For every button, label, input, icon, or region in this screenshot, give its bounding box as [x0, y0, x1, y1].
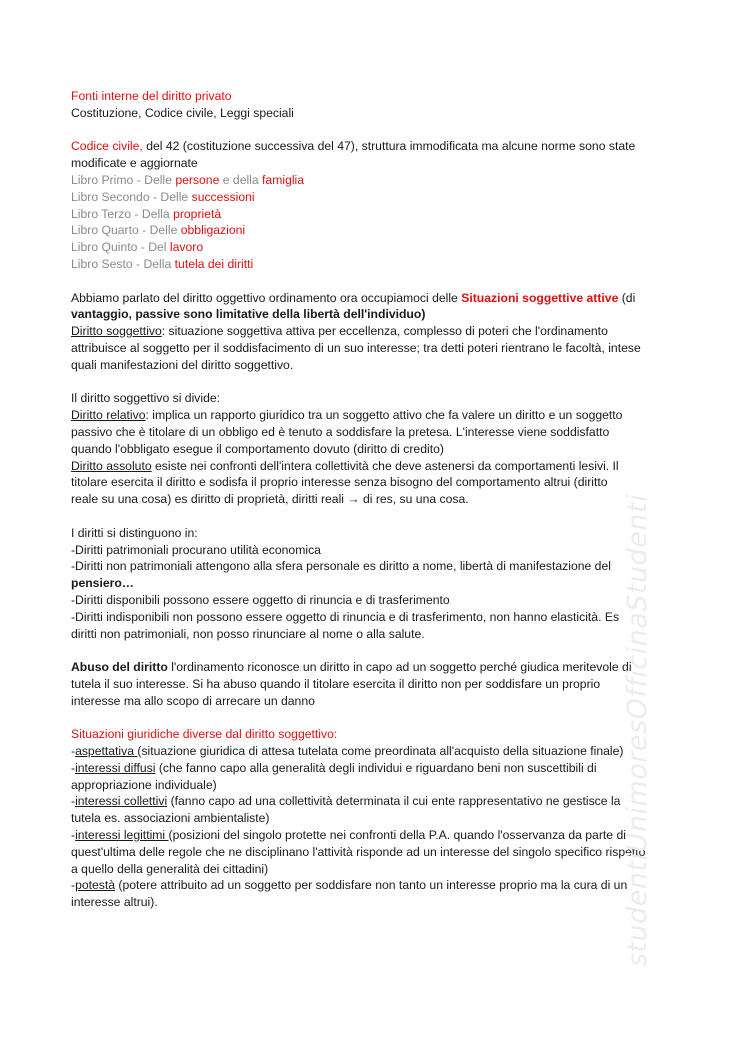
diritto-soggettivo-line-1: Diritto soggettivo: situazione soggettiva attiva per eccellenza, complesso di poteri che l'ordinamento	[71, 324, 608, 339]
list-item: -Diritti non patrimoniali attengono alla sfera personale es diritto a nome, libertà di manifestazione del	[71, 559, 611, 574]
codice-civile-line-2: modificate e aggiornate	[71, 156, 198, 171]
diritto-relativo-line-1: Diritto relativo: implica un rapporto giuridico tra un soggetto attivo che fa valere un diritto e un soggetto	[71, 408, 623, 423]
codice-civile-line-1: Codice civile, del 42 (costituzione successiva del 47), struttura immodificata ma alcune norme sono state	[71, 139, 636, 154]
book-3: Libro Terzo - Della proprietà	[71, 206, 222, 221]
interessi-legittimi-term: interessi legittimi	[75, 828, 169, 843]
book-2: Libro Secondo - Delle successioni	[71, 189, 255, 204]
abuso-line-3: interesse ma allo scopo di arrecare un danno	[71, 693, 315, 708]
interessi-legittimi-line-2: quest'ultima delle regole che ne disciplinano l'attività risponde ad un interesse del singolo specifico rispetto	[71, 844, 646, 859]
book-5: Libro Quinto - Del lavoro	[71, 240, 204, 255]
section-title-situazioni-diverse: Situazioni giuridiche diverse dal diritto soggettivo:	[71, 727, 338, 742]
situazioni-attive-term: Situazioni soggettive attive	[461, 290, 619, 305]
watermark	[618, 493, 658, 967]
interessi-diffusi-line-2: appropriazione individuale)	[71, 777, 217, 792]
divisione-intro: Il diritto soggettivo si divide:	[71, 391, 221, 406]
diritto-assoluto-term: Diritto assoluto	[71, 458, 152, 473]
list-item-continued: pensiero…	[71, 576, 134, 591]
diritto-soggettivo-term: Diritto soggettivo	[71, 324, 162, 339]
interessi-diffusi-line-1: -interessi diffusi (che fanno capo alla generalità degli individui e riguardano beni non suscettibili di	[71, 760, 597, 775]
distinzione-intro: I diritti si distinguono in:	[71, 525, 198, 540]
abuso-del-diritto-term: Abuso del diritto	[71, 660, 168, 675]
abuso-line-2: tutela il suo interesse. Si ha abuso quando il titolare esercita il diritto non per soddisfare un proprio	[71, 676, 601, 691]
interessi-collettivi-term: interessi collettivi	[75, 794, 168, 809]
situazioni-intro-line-2: vantaggio, passive sono limitative della libertà dell'individuo)	[71, 307, 426, 322]
diritto-relativo-term: Diritto relativo	[71, 408, 146, 423]
aspettativa-term: aspettativa	[75, 744, 138, 759]
list-item-continued: diritti non patrimoniali, non posso rinunciare al nome o alla salute.	[71, 626, 425, 641]
diritto-assoluto-line-1: Diritto assoluto esiste nei confronti dell'intera collettività che deve astenersi da comportamenti lesivi. Il	[71, 458, 619, 473]
diritto-soggettivo-line-3: quali manifestazioni del diritto soggettivo.	[71, 357, 294, 372]
book-1: Libro Primo - Delle persone e della famiglia	[71, 172, 305, 187]
diritto-assoluto-line-2: titolare esercita il diritto e sodisfa il proprio interesse senza bisogno del comportamento altrui (diritto	[71, 475, 608, 490]
interessi-collettivi-line-1: -interessi collettivi (fanno capo ad una collettività determinata il cui ente rappresentativo ne gestisce la	[71, 794, 621, 809]
potesta-line-2: interesse altrui).	[71, 895, 158, 910]
watermark-text: studentiUnimoresOfficinaStudenti	[622, 493, 654, 967]
section-title-fonti: Fonti interne del diritto privato	[71, 89, 232, 103]
list-item: -Diritti disponibili possono essere oggetto di rinuncia e di trasferimento	[71, 592, 450, 607]
abuso-line-1: Abuso del diritto l'ordinamento riconosce un diritto in capo ad un soggetto perché giudica meritevole di	[71, 660, 632, 675]
list-item: -Diritti indisponibili non possono essere oggetto di rinuncia e di trasferimento, non hanno elasticità. Es	[71, 609, 620, 624]
interessi-legittimi-line-3: a quello della generalità dei cittadini)	[71, 861, 269, 876]
diritto-relativo-line-2: passivo che è titolare di un obbligo ed è tenuto a soddisfare la pretesa. L'interesse viene soddisfatto	[71, 424, 610, 439]
interessi-legittimi-line-1: -interessi legittimi (posizioni del singolo protette nei confronti della P.A. quando l'osservanza da parte di	[71, 828, 626, 843]
potesta-line-1: -potestà (potere attribuito ad un soggetto per soddisfare non tanto un interesse proprio ma la cura di un	[71, 878, 628, 893]
diritto-soggettivo-line-2: attribuisce al soggetto per il soddisfacimento di un suo interesse; tra detti poteri rientrano le facoltà, intese	[71, 340, 641, 355]
arrow-right-icon: →	[347, 492, 360, 507]
interessi-diffusi-term: interessi diffusi	[75, 760, 156, 775]
book-6: Libro Sesto - Della tutela dei diritti	[71, 256, 254, 271]
codice-civile-term: Codice civile,	[71, 139, 143, 154]
diritto-relativo-line-3: quando l'obbligato esegue il comportamento dovuto (diritto di credito)	[71, 441, 444, 456]
situazioni-intro-line-1: Abbiamo parlato del diritto oggettivo ordinamento ora occupiamoci delle Situazioni soggettive attive (di	[71, 290, 636, 305]
document-page	[71, 88, 683, 911]
list-item: -Diritti patrimoniali procurano utilità economica	[71, 542, 321, 557]
aspettativa-line: -aspettativa (situazione giuridica di attesa tutelata come preordinata all'acquisto della situazione finale)	[71, 744, 624, 759]
fonti-list: Costituzione, Codice civile, Leggi speciali	[71, 105, 294, 120]
potesta-term: potestà	[75, 878, 116, 893]
interessi-collettivi-line-2: tutela es. associazioni ambientaliste)	[71, 811, 270, 826]
diritto-assoluto-line-3: reale su una cosa) es diritto di proprietà, diritti reali → di res, su una cosa.	[71, 492, 469, 507]
book-4: Libro Quarto - Delle obbligazioni	[71, 223, 246, 238]
